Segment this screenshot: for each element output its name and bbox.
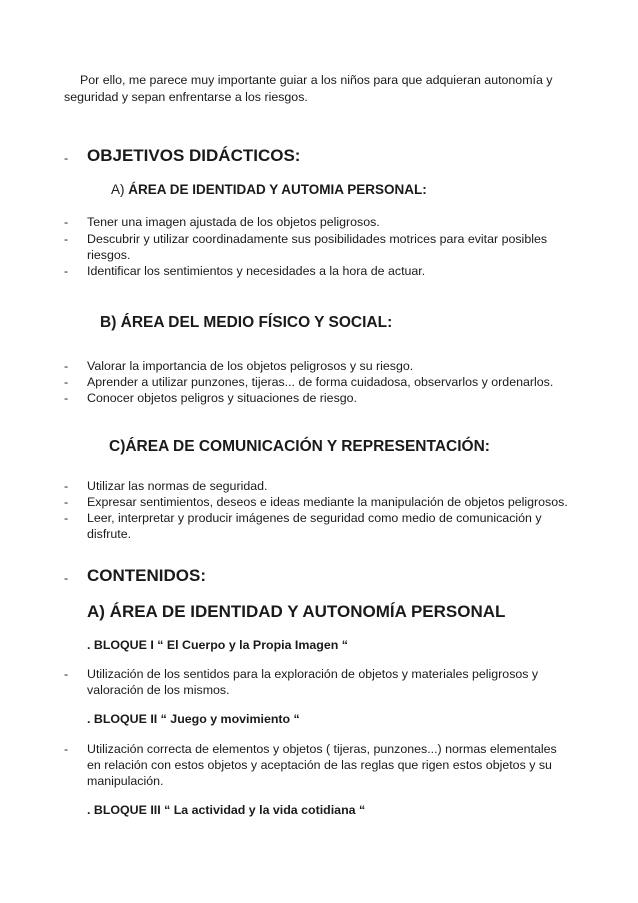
area-c-heading: C)ÁREA DE COMUNICACIÓN Y REPRESENTACIÓN:: [109, 438, 490, 455]
list-item: [87, 478, 587, 494]
bloque-3-heading: . BLOQUE III “ La actividad y la vida cotidiana “: [87, 803, 366, 817]
area-a-title: ÁREA DE IDENTIDAD Y AUTOMIA PERSONAL:: [128, 182, 427, 197]
list-item-dash: -: [64, 359, 69, 373]
list-item-line: Utilización de los sentidos para la exploración de objetos y materiales peligrosos y: [87, 667, 539, 681]
list-item-line: disfrute.: [87, 527, 132, 541]
list-item-dash: -: [64, 375, 69, 389]
intro-line-2: seguridad y sepan enfrentarse a los riesgos.: [64, 90, 308, 104]
list-item: [87, 358, 587, 374]
list-item: [87, 666, 587, 698]
list-item-dash: -: [64, 391, 69, 405]
list-item: [87, 374, 587, 390]
list-item-dash: -: [64, 215, 69, 229]
list-item-dash: -: [64, 495, 69, 509]
objetivos-heading: OBJETIVOS DIDÁCTICOS:: [87, 146, 301, 165]
contenidos-dash: -: [64, 571, 69, 585]
list-item-dash: -: [64, 479, 69, 493]
objetivos-dash: -: [64, 151, 69, 165]
list-item: [87, 741, 587, 789]
bloque-2-heading: . BLOQUE II “ Juego y movimiento “: [87, 712, 300, 726]
list-item-line: riesgos.: [87, 248, 131, 262]
list-item-dash: -: [64, 667, 69, 681]
list-item-line: Tener una imagen ajustada de los objetos peligrosos.: [87, 215, 380, 229]
list-item-line: Leer, interpretar y producir imágenes de seguridad como medio de comunicación y: [87, 511, 542, 525]
area-a-heading: [111, 182, 427, 198]
list-item-line: Utilización correcta de elementos y objetos ( tijeras, punzones...) normas elementales: [87, 742, 557, 756]
list-item-dash: -: [64, 511, 69, 525]
list-item: [87, 231, 587, 263]
list-item-dash: -: [64, 742, 69, 756]
list-item-line: Conocer objetos peligros y situaciones de riesgo.: [87, 391, 357, 405]
list-item: [87, 390, 587, 406]
contenidos-heading: CONTENIDOS:: [87, 566, 206, 585]
list-item-line: en relación con estos objetos y aceptación de las reglas que rigen estos objetos y su: [87, 758, 552, 772]
list-item: [87, 263, 587, 279]
list-item-line: Identificar los sentimientos y necesidades a la hora de actuar.: [87, 264, 426, 278]
list-item-line: Descubrir y utilizar coordinadamente sus posibilidades motrices para evitar posibles: [87, 232, 548, 246]
list-item-dash: -: [64, 264, 69, 278]
area-a-letter: A): [111, 182, 125, 197]
list-item-dash: -: [64, 232, 69, 246]
list-item-line: valoración de los mismos.: [87, 683, 230, 697]
list-item-line: Utilizar las normas de seguridad.: [87, 479, 268, 493]
list-item-line: Expresar sentimientos, deseos e ideas mediante la manipulación de objetos peligrosos.: [87, 495, 568, 509]
list-item-line: Aprender a utilizar punzones, tijeras... de forma cuidadosa, observarlos y ordenarlos.: [87, 375, 554, 389]
list-item-line: Valorar la importancia de los objetos peligrosos y su riesgo.: [87, 359, 414, 373]
list-item: [87, 494, 607, 510]
bloque-1-heading: . BLOQUE I “ El Cuerpo y la Propia Imagen “: [87, 638, 348, 652]
list-item: [87, 214, 587, 230]
intro-line-1: Por ello, me parece muy importante guiar a los niños para que adquieran autonomía y: [80, 73, 553, 87]
list-item: [87, 510, 587, 542]
area-b-heading: B) ÁREA DEL MEDIO FÍSICO Y SOCIAL:: [100, 314, 393, 331]
list-item-line: manipulación.: [87, 774, 164, 788]
contenidos-area-a-heading: A) ÁREA DE IDENTIDAD Y AUTONOMÍA PERSONAL: [87, 602, 506, 621]
